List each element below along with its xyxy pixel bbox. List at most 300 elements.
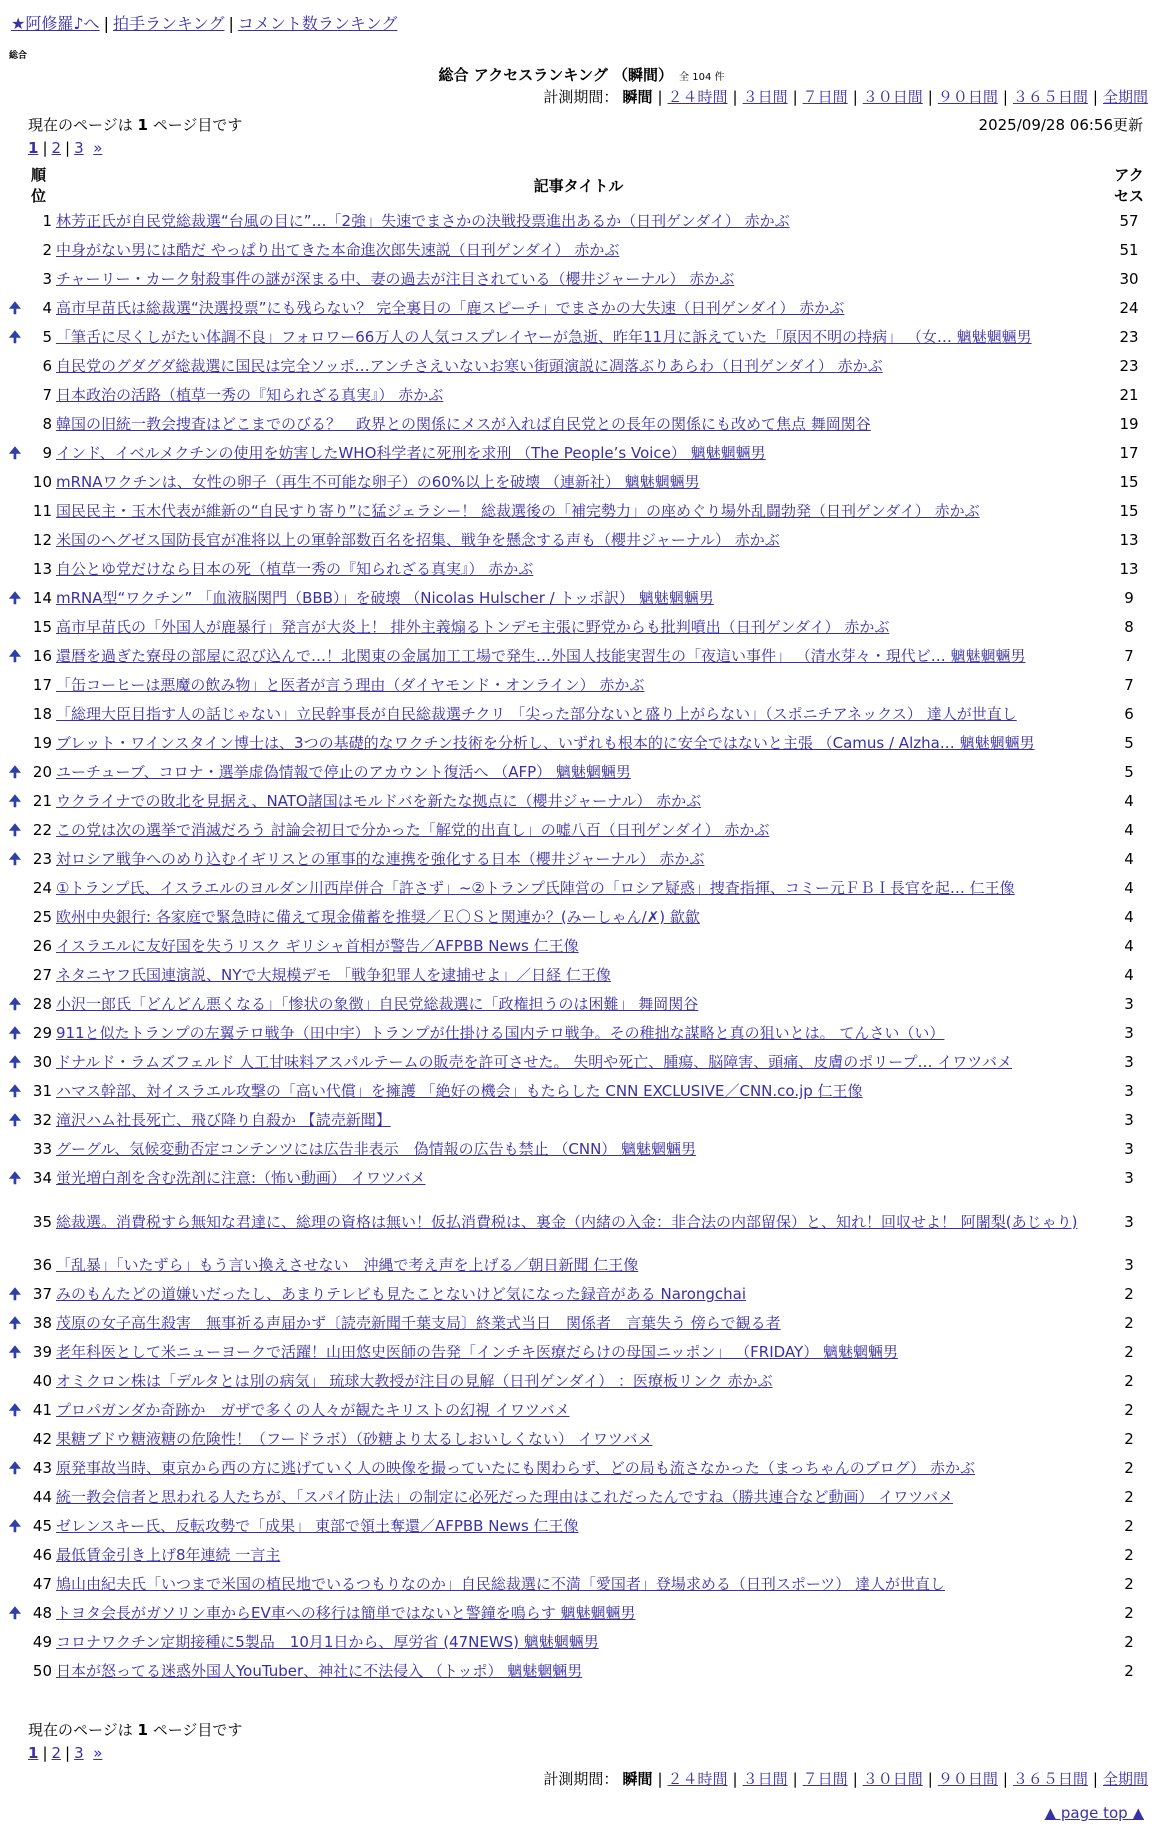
- page-2-link[interactable]: 2: [51, 139, 62, 157]
- article-title-cell: [54, 468, 1103, 497]
- article-title-cell: [54, 1454, 1103, 1483]
- table-row: [7, 874, 1155, 903]
- period-365d-link-bottom[interactable]: ３６５日間: [1012, 1770, 1088, 1788]
- table-row: [7, 671, 1155, 700]
- access-count: 51: [1119, 241, 1139, 259]
- table-row: [7, 236, 1155, 265]
- rank-number: 2: [42, 241, 52, 259]
- article-title-cell: [54, 584, 1103, 613]
- trend-cell: [7, 1019, 23, 1048]
- rank-number: 40: [32, 1372, 52, 1390]
- pager-top: 1 | 2 | 3 »: [28, 139, 103, 157]
- rank-number: 48: [32, 1604, 52, 1622]
- table-row: [7, 1396, 1155, 1425]
- nav-separator: |: [103, 14, 109, 33]
- article-title-cell: [54, 990, 1103, 1019]
- nav-separator: |: [228, 14, 234, 33]
- article-title-cell: [54, 1396, 1103, 1425]
- trend-cell: [7, 1454, 23, 1483]
- access-count: 2: [1124, 1401, 1134, 1419]
- trend-cell: [7, 1512, 23, 1541]
- article-title-cell: [54, 439, 1103, 468]
- asyura-home-link[interactable]: ★阿修羅♪へ: [11, 14, 100, 33]
- current-page-number: 1: [137, 116, 148, 134]
- article-link[interactable]: 還暦を過ぎた寮母の部屋に忍び込んで…！北関東の金属加工工場で発生…外国人技能実習生の「夜這い事件」 （清水芽々・現代ビ… 魑魅魍魎男: [56, 647, 1026, 665]
- article-title-cell: [54, 265, 1103, 294]
- article-link[interactable]: 米国のヘグゼス国防長官が准将以上の軍幹部数百名を招集、戦争を懸念する声も（櫻井ジャーナル） 赤かぶ: [56, 531, 780, 549]
- period-3d-link[interactable]: ３日間: [742, 88, 788, 106]
- article-title-cell: [54, 1048, 1103, 1077]
- page-title-text: 総合 アクセスランキング （瞬間）: [438, 66, 674, 84]
- rank-number: 32: [32, 1111, 52, 1129]
- article-link[interactable]: プロパガンダか奇跡か ガザで多くの人々が観たキリストの幻視 イワツバメ: [56, 1401, 570, 1419]
- article-link[interactable]: オミクロン株は「デルタとは別の病気」 琉球大教授が注目の見解（日刊ゲンダイ） ：医療板リンク 赤かぶ: [56, 1372, 773, 1390]
- table-row: [7, 1483, 1155, 1512]
- article-title-cell: [54, 816, 1103, 845]
- up-arrow-icon: 🠉: [8, 792, 22, 810]
- table-row: [7, 1309, 1155, 1338]
- article-title-cell: [54, 207, 1103, 236]
- article-title-cell: [54, 845, 1103, 874]
- article-title-cell: [54, 1599, 1103, 1628]
- rank-number: 4: [42, 299, 52, 317]
- up-arrow-icon: 🠉: [8, 1053, 22, 1071]
- article-link[interactable]: グーグル、気候変動否定コンテンツには広告非表示 偽情報の広告も禁止 （CNN） 魑魅魍魎男: [56, 1140, 697, 1158]
- article-link[interactable]: mRNA型“ワクチン” 「血液脳関門（BBB）」を破壊 （Nicolas Hulscher / トッポ訳） 魑魅魍魎男: [56, 589, 714, 607]
- trend-cell: [7, 1135, 23, 1164]
- article-title-cell: [54, 323, 1103, 352]
- next-page-link[interactable]: »: [93, 139, 103, 157]
- article-link[interactable]: コロナワクチン定期接種に5製品 10月1日から、厚労省 (47NEWS) 魑魅魍魎男: [56, 1633, 599, 1651]
- article-link[interactable]: トヨタ会長がガソリン車からEV車への移行は簡単ではないと警鐘を鳴らす 魑魅魍魎男: [56, 1604, 636, 1622]
- article-link[interactable]: みのもんたどの道嫌いだったし、あまりテレビも見たことないけど気になった録音がある Narongchai: [56, 1285, 747, 1303]
- table-row: [7, 1367, 1155, 1396]
- table-row: [7, 1077, 1155, 1106]
- access-count: 5: [1124, 763, 1134, 781]
- table-row: [7, 468, 1155, 497]
- table-row: [7, 410, 1155, 439]
- article-title-cell: [54, 1309, 1103, 1338]
- article-title-cell: [54, 1077, 1103, 1106]
- access-count: 2: [1124, 1430, 1134, 1448]
- rank-number: 6: [42, 357, 52, 375]
- rank-number: 37: [32, 1285, 52, 1303]
- period-all-link[interactable]: 全期間: [1102, 88, 1148, 106]
- trend-cell: [7, 642, 23, 671]
- table-row: [7, 381, 1155, 410]
- access-count: 4: [1124, 821, 1134, 839]
- table-row: [7, 439, 1155, 468]
- article-title-cell: [54, 1019, 1103, 1048]
- table-row: [7, 758, 1155, 787]
- trend-cell: [7, 990, 23, 1019]
- period-7d-link[interactable]: ７日間: [802, 88, 848, 106]
- rank-number: 7: [42, 386, 52, 404]
- rank-number: 15: [32, 618, 52, 636]
- article-link[interactable]: ゼレンスキー氏、反転攻勢で「成果」 東部で領土奪還／AFPBB News 仁王像: [56, 1517, 579, 1535]
- rank-number: 5: [42, 328, 52, 346]
- access-count: 2: [1124, 1546, 1134, 1564]
- table-row: [7, 1164, 1155, 1193]
- access-count: 2: [1124, 1285, 1134, 1303]
- access-count: 3: [1124, 1212, 1134, 1231]
- article-link[interactable]: 果糖ブドウ糖液糖の危険性！（フードラボ）（砂糖より太るしおいしくない） イワツバメ: [56, 1430, 653, 1448]
- article-link[interactable]: 鳩山由紀夫氏「いつまで米国の植民地でいるつもりなのか」自民総裁選に不満「愛国者」登場求める（日刊スポーツ） 達人が世直し: [56, 1575, 946, 1593]
- access-count: 2: [1124, 1575, 1134, 1593]
- article-link[interactable]: 911と似たトランプの左翼テロ戦争（田中宇）トランプが仕掛ける国内テロ戦争。その稚拙な謀略と真の狙いとは。 てんさい（い）: [56, 1024, 945, 1042]
- rank-number: 13: [32, 560, 52, 578]
- period-24h-link[interactable]: ２４時間: [667, 88, 728, 106]
- period-90d-link-bottom[interactable]: ９０日間: [937, 1770, 998, 1788]
- article-title-cell: [54, 1164, 1103, 1193]
- trend-cell: [7, 1048, 23, 1077]
- rank-number: 50: [32, 1662, 52, 1680]
- article-link[interactable]: 韓国の旧統一教会捜査はどこまでのびる？ 政界との関係にメスが入れば自民党との長年の関係にも改めて焦点 舞岡関谷: [56, 415, 871, 433]
- access-count: 15: [1119, 502, 1139, 520]
- table-header-row: [7, 165, 1155, 207]
- rank-number: 41: [32, 1401, 52, 1419]
- access-count: 4: [1124, 850, 1134, 868]
- article-title-cell: [54, 381, 1103, 410]
- access-count: 15: [1119, 473, 1139, 491]
- article-link[interactable]: 「缶コーヒーは悪魔の飲み物」と医者が言う理由（ダイヤモンド・オンライン） 赤かぶ: [56, 676, 645, 694]
- up-arrow-icon: 🠉: [8, 444, 22, 462]
- rank-number: 36: [32, 1256, 52, 1274]
- access-count: 30: [1119, 270, 1139, 288]
- table-row: [7, 1193, 1155, 1251]
- article-title-cell: [54, 961, 1103, 990]
- table-row: [7, 207, 1155, 236]
- article-link[interactable]: ハマス幹部、対イスラエル攻撃の「高い代償」を擁護 「絶好の機会」もたらした CNN EXCLUSIVE／CNN.co.jp 仁王像: [56, 1082, 863, 1100]
- table-row: [7, 1657, 1155, 1686]
- article-title-cell: [54, 1193, 1103, 1251]
- trend-cell: [7, 1628, 23, 1657]
- article-link[interactable]: 林芳正氏が自民党総裁選“台風の目に”…「2強」失速でまさかの決戦投票進出あるか（日刊ゲンダイ） 赤かぶ: [56, 212, 790, 230]
- article-link[interactable]: 国民民主・玉木代表が維新の“自民すり寄り”に猛ジェラシー！ 総裁選後の「補完勢力」の座めぐり場外乱闘勃発（日刊ゲンダイ） 赤かぶ: [56, 502, 980, 520]
- access-count: 4: [1124, 937, 1134, 955]
- article-title-cell: [54, 1367, 1103, 1396]
- access-count: 4: [1124, 879, 1134, 897]
- access-count: 5: [1124, 734, 1134, 752]
- rank-number: 23: [32, 850, 52, 868]
- page-2-link-bottom[interactable]: 2: [51, 1744, 62, 1762]
- rank-number: 42: [32, 1430, 52, 1448]
- trend-cell: [7, 1483, 23, 1512]
- rank-header: 順 位: [30, 166, 46, 205]
- up-arrow-icon: 🠉: [8, 1401, 22, 1419]
- trend-cell: [7, 1599, 23, 1628]
- trend-cell: [7, 1367, 23, 1396]
- article-title-cell: [54, 1251, 1103, 1280]
- article-link[interactable]: 高市早苗氏の「外国人が鹿暴行」発言が大炎上！ 排外主義煽るトンデモ主張に野党からも批判噴出（日刊ゲンダイ） 赤かぶ: [56, 618, 890, 636]
- period-current: 瞬間: [622, 88, 653, 106]
- trend-cell: [7, 787, 23, 816]
- article-link[interactable]: 「乱暴」「いたずら」もう言い換えさせない 沖縄で考え声を上げる／朝日新聞 仁王像: [56, 1256, 639, 1274]
- article-link[interactable]: この党は次の選挙で消滅だろう 討論会初日で分かった「解党的出直し」の嘘八百（日刊ゲンダイ） 赤かぶ: [56, 821, 770, 839]
- access-count: 2: [1124, 1604, 1134, 1622]
- period-24h-link-bottom[interactable]: ２４時間: [667, 1770, 728, 1788]
- access-count: 2: [1124, 1459, 1134, 1477]
- rank-number: 34: [32, 1169, 52, 1187]
- up-arrow-icon: 🠉: [8, 821, 22, 839]
- article-link[interactable]: 蛍光増白剤を含む洗剤に注意:（怖い動画） イワツバメ: [56, 1169, 426, 1187]
- ranking-table: [7, 165, 1155, 1686]
- article-link[interactable]: ウクライナでの敗北を見据え、NATO諸国はモルドバを新たな拠点に（櫻井ジャーナル） 赤かぶ: [56, 792, 702, 810]
- period-90d-link[interactable]: ９０日間: [937, 88, 998, 106]
- article-link[interactable]: 小沢一郎氏「どんどん悪くなる」「惨状の象徴」自民党総裁選に「政権担うのは困難」 舞岡関谷: [56, 995, 699, 1013]
- access-count: 4: [1124, 966, 1134, 984]
- article-link[interactable]: mRNAワクチンは、女性の卵子（再生不可能な卵子）の60%以上を破壊 （連新社） 魑魅魍魎男: [56, 473, 700, 491]
- access-count: 13: [1119, 560, 1139, 578]
- article-title-cell: [54, 642, 1103, 671]
- article-title-cell: [54, 758, 1103, 787]
- rank-number: 45: [32, 1517, 52, 1535]
- trend-cell: [7, 613, 23, 642]
- article-link[interactable]: ドナルド・ラムズフェルド 人工甘味料アスパルテームの販売を許可させた。 失明や死亡、腫瘍、脳障害、頭痛、皮膚のポリープ… イワツバメ: [56, 1053, 1013, 1071]
- access-count: 2: [1124, 1343, 1134, 1361]
- article-title-cell: [54, 787, 1103, 816]
- trend-cell: [7, 381, 23, 410]
- period-all-link-bottom[interactable]: 全期間: [1102, 1770, 1148, 1788]
- table-row: [7, 642, 1155, 671]
- table-row: [7, 845, 1155, 874]
- up-arrow-icon: 🠉: [8, 1169, 22, 1187]
- article-title-cell: [54, 932, 1103, 961]
- article-link[interactable]: ①トランプ氏、イスラエルのヨルダン川西岸併合「許さず」~②トランプ氏陣営の「ロシア疑惑」捜査指揮、コミー元ＦＢＩ長官を起… 仁王像: [56, 879, 1015, 897]
- article-title-cell: [54, 1338, 1103, 1367]
- article-title-cell: [54, 1570, 1103, 1599]
- rank-number: 44: [32, 1488, 52, 1506]
- updated-timestamp: 2025/09/28 06:56更新: [978, 116, 1143, 134]
- trend-cell: [7, 700, 23, 729]
- table-row: [7, 816, 1155, 845]
- table-row: [7, 1135, 1155, 1164]
- page-top-link[interactable]: ▲ page top ▲: [1044, 1804, 1144, 1822]
- rank-number: 30: [32, 1053, 52, 1071]
- article-link[interactable]: 老年科医として米ニューヨークで活躍！山田悠史医師の告発「インチキ医療だらけの母国ニッポン」 （FRIDAY） 魑魅魍魎男: [56, 1343, 898, 1361]
- rank-number: 22: [32, 821, 52, 839]
- article-link[interactable]: 欧州中央銀行: 各家庭で緊急時に備えて現金備蓄を推奨／Ｅ〇Ｓと関連か？(みーしゃん/✗) 歙歙: [56, 908, 700, 926]
- up-arrow-icon: 🠉: [8, 1111, 22, 1129]
- article-title-cell: [54, 1106, 1103, 1135]
- trend-cell: [7, 294, 23, 323]
- trend-cell: [7, 410, 23, 439]
- trend-cell: [7, 1541, 23, 1570]
- access-count: 3: [1124, 1082, 1134, 1100]
- rank-number: 29: [32, 1024, 52, 1042]
- access-count: 4: [1124, 792, 1134, 810]
- trend-cell: [7, 816, 23, 845]
- up-arrow-icon: 🠉: [8, 1343, 22, 1361]
- rank-number: 33: [32, 1140, 52, 1158]
- access-count: 4: [1124, 908, 1134, 926]
- rank-number: 1: [42, 212, 52, 230]
- trend-cell: [7, 1106, 23, 1135]
- article-link[interactable]: 日本が怒ってる迷惑外国人YouTuber、神社に不法侵入 （トッポ） 魑魅魍魎男: [56, 1662, 583, 1680]
- table-row: [7, 613, 1155, 642]
- article-title-cell: [54, 236, 1103, 265]
- period-7d-link-bottom[interactable]: ７日間: [802, 1770, 848, 1788]
- access-count: 8: [1124, 618, 1134, 636]
- table-row: [7, 1570, 1155, 1599]
- page-3-link[interactable]: 3: [74, 139, 84, 157]
- article-link[interactable]: ネタニヤフ氏国連演説、NYで大規模デモ 「戦争犯罪人を逮捕せよ」／日経 仁王像: [56, 966, 611, 984]
- access-count: 9: [1124, 589, 1134, 607]
- article-title-cell: [54, 1512, 1103, 1541]
- trend-cell: [7, 1193, 23, 1251]
- trend-cell: [7, 1164, 23, 1193]
- article-title-cell: [54, 874, 1103, 903]
- article-title-cell: [54, 294, 1103, 323]
- access-count: 24: [1119, 299, 1139, 317]
- access-count: 23: [1119, 357, 1139, 375]
- page-info-top: 現在のページは 1 ページ目です: [28, 116, 243, 134]
- table-row: [7, 555, 1155, 584]
- rank-number: 20: [32, 763, 52, 781]
- table-row: [7, 1106, 1155, 1135]
- rank-number: 35: [32, 1212, 52, 1231]
- rank-number: 38: [32, 1314, 52, 1332]
- article-link[interactable]: ブレット・ワインスタイン博士は、3つの基礎的なワクチン技術を分析し、いずれも根本的に安全ではないと主張 （Camus / Alzha… 魑魅魍魎男: [56, 734, 1035, 752]
- article-link[interactable]: 高市早苗氏は総裁選“決選投票”にも残らない？ 完全裏目の「鹿スピーチ」でまさかの大失速（日刊ゲンダイ） 赤かぶ: [56, 299, 845, 317]
- rank-number: 12: [32, 531, 52, 549]
- up-arrow-icon: 🠉: [8, 1285, 22, 1303]
- article-title-cell: [54, 352, 1103, 381]
- trend-cell: [7, 439, 23, 468]
- trend-cell: [7, 468, 23, 497]
- article-link[interactable]: インド、イベルメクチンの使用を妨害したWHO科学者に死刑を求刑 （The People’s Voice） 魑魅魍魎男: [56, 444, 766, 462]
- access-count: 57: [1119, 212, 1139, 230]
- period-selector-top: 計測期間： 瞬間 | ２４時間 | ３日間 | ７日間 | ３０日間 | ９０日間 | ３６５日間 | 全期間: [543, 88, 1148, 106]
- page-1-link-bottom[interactable]: 1: [28, 1744, 39, 1762]
- access-count: 13: [1119, 531, 1139, 549]
- article-link[interactable]: 滝沢ハム社長死亡、飛び降り自殺か 【読売新聞】: [56, 1111, 391, 1129]
- trend-cell: [7, 1077, 23, 1106]
- period-365d-link[interactable]: ３６５日間: [1012, 88, 1088, 106]
- trend-cell: [7, 1280, 23, 1309]
- rank-number: 39: [32, 1343, 52, 1361]
- article-title-cell: [54, 1628, 1103, 1657]
- article-link[interactable]: 「総理大臣目指す人の話じゃない」立民幹事長が自民総裁選チクリ 「尖った部分ないと盛り上がらない」（スポニチアネックス） 達人が世直し: [56, 705, 1017, 723]
- access-header: アク セス: [1113, 166, 1144, 205]
- next-page-link-bottom[interactable]: »: [93, 1744, 103, 1762]
- up-arrow-icon: 🠉: [8, 995, 22, 1013]
- article-link[interactable]: 自民党のグダグダ総裁選に国民は完全ソッポ…アンチさえいないお寒い街頭演説に凋落ぶりあらわ（日刊ゲンダイ） 赤かぶ: [56, 357, 883, 375]
- period-30d-link[interactable]: ３０日間: [862, 88, 923, 106]
- article-title-cell: [54, 1483, 1103, 1512]
- table-row: [7, 497, 1155, 526]
- article-link[interactable]: 最低賃金引き上げ8年連続 一言主: [56, 1546, 281, 1564]
- period-label: 計測期間：: [543, 88, 619, 106]
- article-title-cell: [54, 410, 1103, 439]
- rank-number: 17: [32, 676, 52, 694]
- article-title-cell: [54, 903, 1103, 932]
- table-row: [7, 1019, 1155, 1048]
- article-link[interactable]: イスラエルに友好国を失うリスク ギリシャ首相が警告／AFPBB News 仁王像: [56, 937, 579, 955]
- rank-number: 8: [42, 415, 52, 433]
- table-row: [7, 1628, 1155, 1657]
- ranking-body: [7, 207, 1155, 1686]
- rank-number: 28: [32, 995, 52, 1013]
- trend-cell: [7, 352, 23, 381]
- table-row: [7, 1251, 1155, 1280]
- page-title: [0, 64, 1163, 85]
- article-link[interactable]: 総裁選。消費税すら無知な君達に、総理の資格は無い！仮払消費税は、裏金（内緒の入金：非合法の内部留保）と、知れ！回収せよ！ 阿闍梨(あじゃり): [56, 1212, 1078, 1231]
- access-count: 17: [1119, 444, 1139, 462]
- article-link[interactable]: 原発事故当時、東京から西の方に逃げていく人の映像を撮っていたにも関わらず、どの局も流さなかった（まっちゃんのブログ） 赤かぶ: [56, 1459, 976, 1477]
- article-link[interactable]: 中身がない男には酷だ やっぱり出てきた本命進次郎失速説（日刊ゲンダイ） 赤かぶ: [56, 241, 620, 259]
- up-arrow-icon: 🠉: [8, 1517, 22, 1535]
- page-1-link[interactable]: 1: [28, 139, 39, 157]
- access-count: 2: [1124, 1517, 1134, 1535]
- access-count: 3: [1124, 1256, 1134, 1274]
- access-count: 7: [1124, 647, 1134, 665]
- article-link[interactable]: 対ロシア戦争へのめり込むイギリスとの軍事的な連携を強化する日本（櫻井ジャーナル） 赤かぶ: [56, 850, 705, 868]
- article-link[interactable]: ユーチューブ、コロナ・選挙虚偽情報で停止のアカウント復活へ （AFP） 魑魅魍魎男: [56, 763, 631, 781]
- trend-cell: [7, 497, 23, 526]
- trend-cell: [7, 555, 23, 584]
- article-link[interactable]: 日本政治の活路（植草一秀の『知られざる真実』） 赤かぶ: [56, 386, 444, 404]
- applause-ranking-link[interactable]: 拍手ランキング: [112, 14, 225, 33]
- access-count: 2: [1124, 1662, 1134, 1680]
- article-link[interactable]: 茂原の女子高生殺害 無事祈る声届かず〔読売新聞千葉支局〕終業式当日 関係者 言葉失う 傍らで観る者: [56, 1314, 781, 1332]
- trend-cell: [7, 874, 23, 903]
- rank-number: 3: [42, 270, 52, 288]
- access-count: 2: [1124, 1488, 1134, 1506]
- up-arrow-icon: 🠉: [8, 589, 22, 607]
- access-count: 3: [1124, 1169, 1134, 1187]
- table-row: [7, 526, 1155, 555]
- up-arrow-icon: 🠉: [8, 763, 22, 781]
- article-link[interactable]: 自公とゆ党だけなら日本の死（植草一秀の『知られざる真実』） 赤かぶ: [56, 560, 534, 578]
- article-link[interactable]: 統一教会信者と思われる人たちが、「スパイ防止法」の制定に必死だった理由はこれだったんですね（勝共連合など動画） イワツバメ: [56, 1488, 953, 1506]
- trend-cell: [7, 671, 23, 700]
- table-row: [7, 352, 1155, 381]
- rank-number: 10: [32, 473, 52, 491]
- table-row: [7, 1338, 1155, 1367]
- page-3-link-bottom[interactable]: 3: [74, 1744, 84, 1762]
- total-count: 全 104 件: [679, 72, 725, 83]
- table-row: [7, 265, 1155, 294]
- up-arrow-icon: 🠉: [8, 647, 22, 665]
- trend-cell: [7, 961, 23, 990]
- comment-ranking-link[interactable]: コメント数ランキング: [237, 14, 398, 33]
- rank-number: 16: [32, 647, 52, 665]
- trend-cell: [7, 729, 23, 758]
- top-nav: [11, 11, 397, 34]
- trend-cell: [7, 323, 23, 352]
- period-3d-link-bottom[interactable]: ３日間: [742, 1770, 788, 1788]
- table-row: [7, 584, 1155, 613]
- article-link[interactable]: 「筆舌に尽くしがたい体調不良」フォロワー66万人の人気コスプレイヤーが急逝、昨年11月に訴えていた「原因不明の持病」 （女… 魑魅魍魎男: [56, 328, 1032, 346]
- rank-number: 19: [32, 734, 52, 752]
- article-link[interactable]: チャーリー・カーク射殺事件の謎が深まる中、妻の過去が注目されている（櫻井ジャーナル） 赤かぶ: [56, 270, 735, 288]
- rank-number: 31: [32, 1082, 52, 1100]
- trend-cell: [7, 584, 23, 613]
- article-title-cell: [54, 526, 1103, 555]
- period-30d-link-bottom[interactable]: ３０日間: [862, 1770, 923, 1788]
- rank-number: 11: [32, 502, 52, 520]
- access-count: 3: [1124, 995, 1134, 1013]
- rank-number: 14: [32, 589, 52, 607]
- up-arrow-icon: 🠉: [8, 299, 22, 317]
- section-label: 総合: [9, 51, 28, 61]
- trend-cell: [7, 265, 23, 294]
- article-title-cell: [54, 700, 1103, 729]
- access-count: 23: [1119, 328, 1139, 346]
- rank-number: 25: [32, 908, 52, 926]
- trend-cell: [7, 1657, 23, 1686]
